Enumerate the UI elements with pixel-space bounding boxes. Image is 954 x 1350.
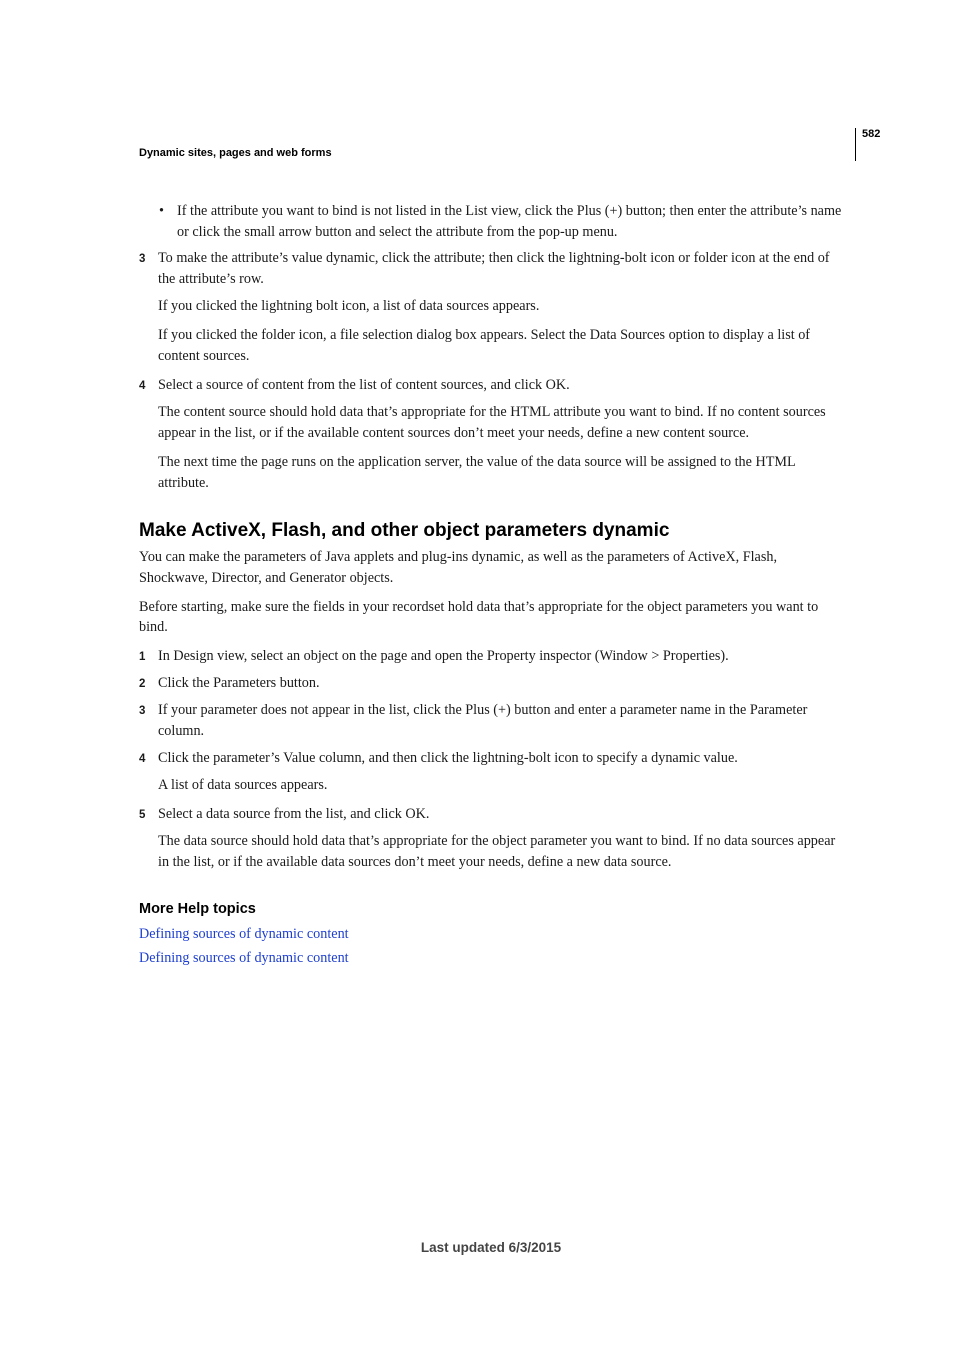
step-text: Select a source of content from the list of content sources, and click OK. <box>158 377 570 393</box>
step-text: In Design view, select an object on the page and open the Property inspector (Window > Properties). <box>158 648 729 664</box>
help-link-defining-sources[interactable]: Defining sources of dynamic content <box>139 950 349 966</box>
section-paragraph: Before starting, make sure the fields in your recordset hold data that’s appropriate for the object parameters you want to bind. <box>139 598 819 635</box>
more-help-heading: More Help topics <box>139 901 256 917</box>
step-note: The data source should hold data that’s appropriate for the object parameter you want to bind. If no data sources appear in the list, or if the available data sources don’t meet your needs, define a new data source. <box>158 833 836 870</box>
bullet-item <box>139 201 849 242</box>
step-text: To make the attribute’s value dynamic, click the attribute; then click the lightning-bolt icon or folder icon at the end of the attribute’s row. <box>158 250 830 287</box>
step-number: 4 <box>139 380 146 392</box>
section-step-2 <box>139 673 849 694</box>
section-step-4 <box>139 748 849 769</box>
step-number: 1 <box>139 651 146 663</box>
step-text: Click the Parameters button. <box>158 675 320 691</box>
help-link-defining-sources[interactable]: Defining sources of dynamic content <box>139 926 349 942</box>
intro-step-3 <box>139 248 849 289</box>
bullet-dot: • <box>159 203 164 219</box>
intro-step-4 <box>139 375 849 396</box>
page-content <box>139 201 849 970</box>
step-note: The next time the page runs on the application server, the value of the data source will be assigned to the HTML attribute. <box>158 454 796 491</box>
step-number: 5 <box>139 809 146 821</box>
step-number: 2 <box>139 678 146 690</box>
page-number: 582 <box>862 128 881 140</box>
section-step-3 <box>139 700 849 741</box>
section-step-1 <box>139 646 849 667</box>
step-text: Click the parameter’s Value column, and then click the lightning-bolt icon to specify a dynamic value. <box>158 749 738 766</box>
step-number: 4 <box>139 752 146 765</box>
step-number: 3 <box>139 253 146 265</box>
step-note: If you clicked the lightning bolt icon, a list of data sources appears. <box>158 297 540 314</box>
step-text: Select a data source from the list, and click OK. <box>158 806 430 822</box>
section-title: Make ActiveX, Flash, and other object parameters dynamic <box>139 520 670 541</box>
bullet-text: If the attribute you want to bind is not listed in the List view, click the Plus (+) button; then enter the attribute’s name or click the small arrow button and select the attribute from the pop-up menu. <box>177 203 842 240</box>
step-note: A list of data sources appears. <box>158 776 328 793</box>
running-head: Dynamic sites, pages and web forms <box>139 147 332 159</box>
section-step-5 <box>139 804 849 825</box>
footer-last-updated: Last updated 6/3/2015 <box>420 1240 562 1255</box>
step-text: If your parameter does not appear in the list, click the Plus (+) button and enter a parameter name in the Parameter column. <box>158 702 808 739</box>
header-rule <box>855 128 856 161</box>
section-paragraph: You can make the parameters of Java applets and plug-ins dynamic, as well as the parameters of ActiveX, Flash, Shockwave, Director, and Generator objects. <box>139 549 777 586</box>
step-number: 3 <box>139 705 146 717</box>
step-note: The content source should hold data that’s appropriate for the HTML attribute you want to bind. If no content sources appear in the list, or if the available content sources don’t meet your needs, define a new content source. <box>158 404 826 441</box>
step-note: If you clicked the folder icon, a file selection dialog box appears. Select the Data Sources option to display a list of content sources. <box>158 327 811 364</box>
